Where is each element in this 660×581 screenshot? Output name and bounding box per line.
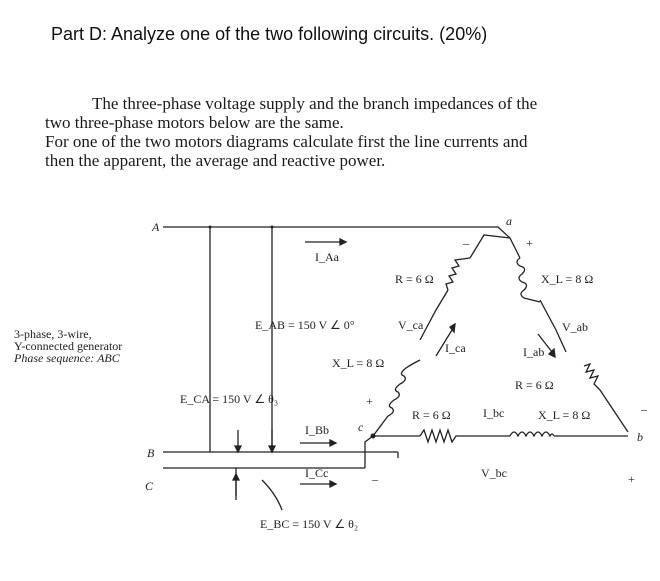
label-v-ca: V_ca — [398, 318, 424, 332]
generator-description — [14, 328, 122, 364]
ca-wire-upper — [470, 235, 510, 258]
label-xl-bc: X_L = 8 Ω — [538, 408, 591, 422]
label-i-bb: I_Bb — [305, 423, 329, 437]
generator-line-1: 3-phase, 3-wire, — [14, 327, 92, 341]
polarity-minus-a: – — [463, 236, 469, 250]
paragraph-line-2: two three-phase motors below are the same. — [45, 113, 344, 132]
inductor-bc — [510, 432, 554, 436]
label-r-ca: R = 6 Ω — [395, 272, 434, 286]
generator-line-2: Y-connected generator — [14, 339, 123, 353]
polarity-minus-b: – — [641, 402, 647, 416]
paragraph-line-1: The three-phase voltage supply and the branch impedances of the — [92, 94, 538, 113]
label-v-ab: V_ab — [562, 320, 588, 334]
arrow-ebc-curve — [262, 480, 282, 510]
label-e-ab: E_AB = 150 V ∠ 0° — [255, 318, 355, 332]
label-v-bc: V_bc — [481, 466, 507, 480]
generator-line-3: Phase sequence: ABC — [14, 351, 120, 365]
label-node-a: a — [506, 214, 512, 228]
label-r-ab: R = 6 Ω — [515, 378, 554, 392]
polarity-plus-c: + — [366, 394, 373, 408]
polarity-plus-a: + — [526, 236, 533, 250]
label-line-c: C — [145, 479, 154, 493]
label-node-b: b — [637, 430, 643, 444]
label-xl-ab: X_L = 8 Ω — [541, 272, 594, 286]
label-e-ca: E_CA = 150 V ∠ θ₃ — [180, 392, 279, 406]
paragraph-line-4: then the apparent, the average and reactive power. — [45, 151, 386, 170]
label-e-bc: E_BC = 150 V ∠ θ₂ — [260, 517, 359, 531]
label-i-bc: I_bc — [483, 406, 505, 420]
label-line-a: A — [152, 220, 160, 234]
label-i-ab: I_ab — [523, 345, 545, 359]
label-node-c: c — [358, 420, 364, 434]
label-line-b: B — [147, 446, 155, 460]
node-c-dot — [371, 434, 376, 439]
ca-wire-lower — [373, 416, 388, 436]
label-xl-ca: X_L = 8 Ω — [332, 356, 385, 370]
inductor-ab — [517, 258, 540, 302]
ab-wire-upper — [510, 238, 520, 258]
resistor-ca — [446, 258, 470, 290]
polarity-plus-b: + — [628, 472, 635, 486]
polarity-minus-c: – — [372, 472, 378, 486]
label-i-ca: I_ca — [445, 341, 466, 355]
label-i-cc: I_Cc — [305, 466, 329, 480]
label-i-aa: I_Aa — [315, 250, 339, 264]
label-r-bc: R = 6 Ω — [412, 408, 451, 422]
resistor-bc — [420, 430, 466, 442]
part-d-heading: Part D: Analyze one of the two following circuits. (20%) — [51, 24, 488, 44]
ab-wire-lower — [600, 390, 628, 432]
paragraph-line-3: For one of the two motors diagrams calculate first the line currents and — [45, 132, 528, 151]
ca-wire-mid — [420, 290, 448, 340]
resistor-ab — [584, 364, 600, 390]
